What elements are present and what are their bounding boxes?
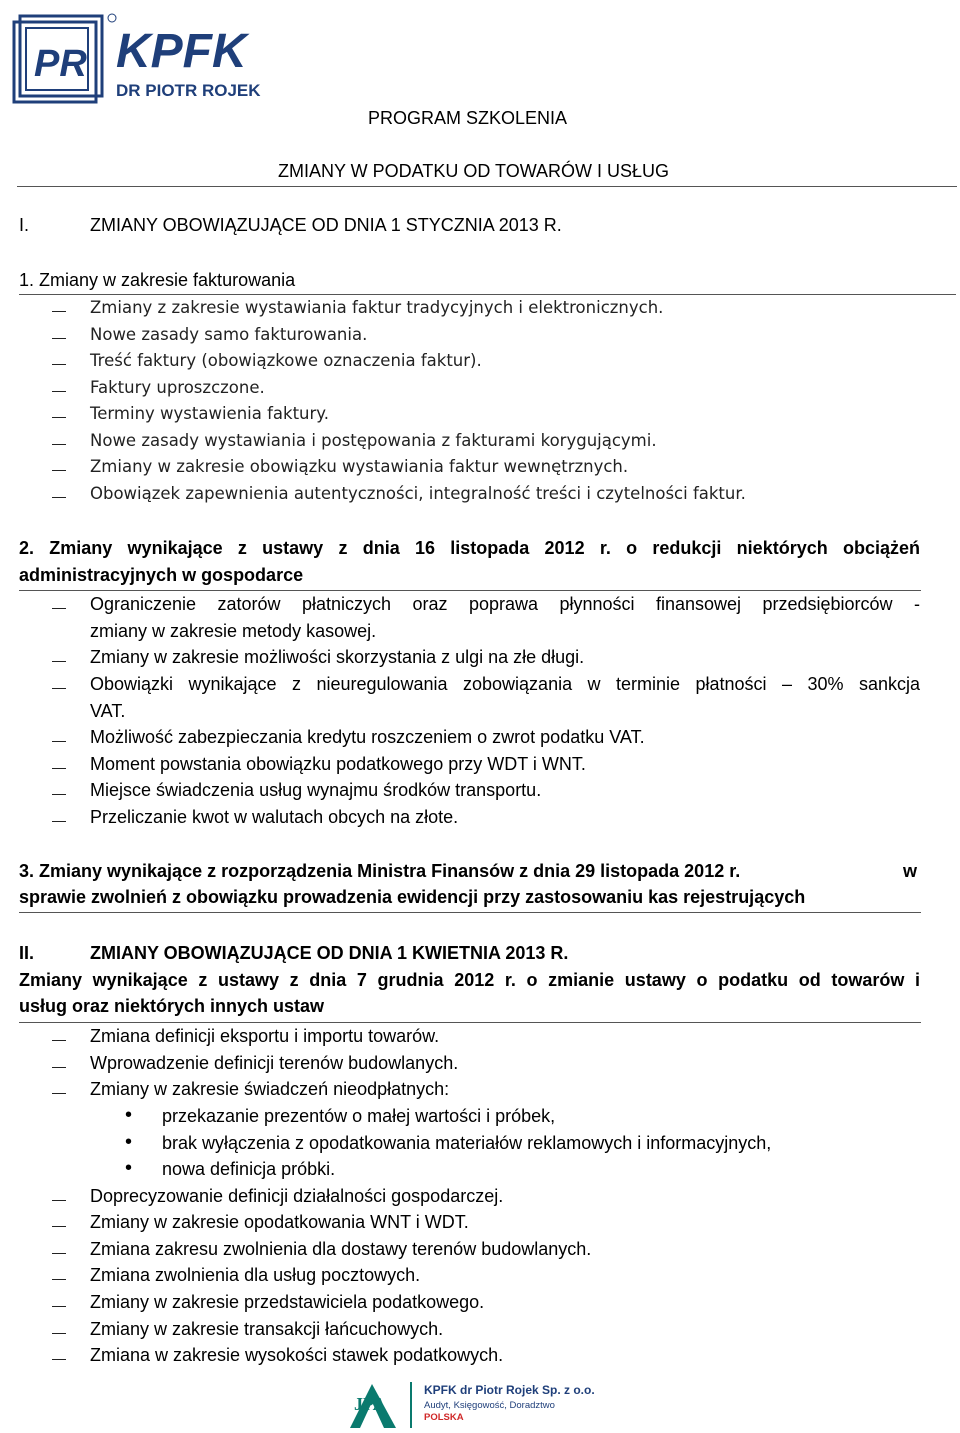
dash-marker [52, 391, 66, 392]
footer-country: POLSKA [424, 1412, 464, 1423]
list-item: Doprecyzowanie definicji działalności gospodarczej. [90, 1186, 504, 1206]
sub2-title-line2: administracyjnych w gospodarce [19, 565, 304, 585]
dash-marker [52, 497, 66, 498]
dash-marker [52, 1200, 66, 1201]
sub3-title-word: w [903, 861, 918, 881]
dash-marker [52, 364, 66, 365]
dash-marker [52, 688, 66, 689]
list-item: Zmiany w zakresie przedstawiciela podatkowego. [90, 1292, 485, 1312]
dash-marker [52, 1253, 66, 1254]
footer-tagline: Audyt, Księgowość, Doradztwo [424, 1400, 555, 1411]
footer-logo [348, 1380, 608, 1430]
dash-marker [52, 661, 66, 662]
list-item: Obowiązek zapewnienia autentyczności, integralność treści i czytelności faktur. [90, 484, 746, 503]
title-underline [17, 186, 957, 187]
list-item: Miejsce świadczenia usług wynajmu środków transportu. [90, 780, 542, 800]
list-item: Ograniczenie zatorów płatniczych oraz poprawa płynności finansowej przedsiębiorców - [90, 594, 920, 614]
list-item: Przeliczanie kwot w walutach obcych na złote. [90, 807, 459, 827]
dash-marker [52, 1306, 66, 1307]
list-item: Terminy wystawienia faktury. [90, 404, 329, 423]
list-item: Treść faktury (obowiązkowe oznaczenia faktur). [90, 351, 482, 370]
sub2-title-line1: 2. Zmiany wynikające z ustawy z dnia 16 listopada 2012 r. o redukcji niektórych obciążeń [19, 538, 920, 558]
list-item: Zmiany w zakresie opodatkowania WNT i WDT. [90, 1212, 469, 1232]
sub2-underline [19, 590, 921, 591]
bullet-icon: • [125, 1131, 133, 1153]
section2-sub-line1: Zmiany wynikające z ustawy z dnia 7 grudnia 2012 r. o zmianie ustawy o podatku od towarów i [19, 970, 920, 990]
sub1-underline [19, 294, 956, 295]
dash-marker [52, 768, 66, 769]
dash-marker [52, 1226, 66, 1227]
bullet-item: brak wyłączenia z opodatkowania materiałów reklamowych i informacyjnych, [162, 1133, 772, 1153]
list-item: Zmiany w zakresie obowiązku wystawiania faktur wewnętrznych. [90, 457, 629, 476]
dash-marker [52, 1333, 66, 1334]
dash-marker [52, 608, 66, 609]
dash-marker [52, 794, 66, 795]
list-item: Zmiany z zakresie wystawiania faktur tradycyjnych i elektronicznych. [90, 298, 664, 317]
list-item: Zmiany w zakresie transakcji łańcuchowych. [90, 1319, 444, 1339]
logo-subtext: DR PIOTR ROJEK [116, 81, 261, 100]
dash-marker [52, 444, 66, 445]
logo-mark: PR [34, 43, 87, 85]
kpfk-logo [12, 12, 282, 104]
dash-marker [52, 1040, 66, 1041]
list-item: Faktury uproszczone. [90, 378, 265, 397]
list-item: Zmiana zakresu zwolnienia dla dostawy terenów budowlanych. [90, 1239, 592, 1259]
section2-underline [19, 1022, 921, 1023]
bullet-icon: • [125, 1104, 133, 1126]
dash-marker [52, 470, 66, 471]
list-item: Zmiana zwolnienia dla usług pocztowych. [90, 1265, 421, 1285]
section1-title: ZMIANY OBOWIĄZUJĄCE OD DNIA 1 STYCZNIA 2013 R. [90, 215, 562, 235]
list-item: Nowe zasady samo fakturowania. [90, 325, 368, 344]
dash-marker [52, 821, 66, 822]
list-item: Zmiany w zakresie możliwości skorzystania z ulgi na złe długi. [90, 647, 585, 667]
list-item-cont: VAT. [90, 701, 126, 721]
dash-marker [52, 1067, 66, 1068]
list-item: Możliwość zabezpieczania kredytu roszczeniem o zwrot podatku VAT. [90, 727, 645, 747]
section2-sub-line2: usług oraz niektórych innych ustaw [19, 996, 325, 1016]
sub3-title-line2: sprawie zwolnień z obowiązku prowadzenia ewidencji przy zastosowaniu kas rejestrujących [19, 887, 806, 907]
logo-text: KPFK [116, 25, 247, 78]
bullet-icon: • [125, 1157, 133, 1179]
bullet-item: nowa definicja próbki. [162, 1159, 336, 1179]
list-item: Nowe zasady wystawiania i postępowania z fakturami korygującymi. [90, 431, 657, 450]
list-item: Zmiany w zakresie świadczeń nieodpłatnych: [90, 1079, 450, 1099]
dash-marker [52, 1279, 66, 1280]
bullet-item: przekazanie prezentów o małej wartości i próbek, [162, 1106, 556, 1126]
section1-num: I. [19, 215, 30, 235]
list-item: Moment powstania obowiązku podatkowego przy WDT i WNT. [90, 754, 586, 774]
dash-marker [52, 1093, 66, 1094]
program-title: PROGRAM SZKOLENIA [368, 108, 568, 128]
footer-mark: JPA [354, 1394, 386, 1414]
sub1-title: 1. Zmiany w zakresie fakturowania [19, 270, 296, 290]
list-item: Obowiązki wynikające z nieuregulowania zobowiązania w terminie płatności – 30% sankcja [90, 674, 920, 694]
list-item: Zmiana definicji eksportu i importu towarów. [90, 1026, 440, 1046]
dash-marker [52, 417, 66, 418]
dash-marker [52, 338, 66, 339]
list-item-cont: zmiany w zakresie metody kasowej. [90, 621, 377, 641]
dash-marker [52, 1359, 66, 1360]
section2-title: ZMIANY OBOWIĄZUJĄCE OD DNIA 1 KWIETNIA 2013 R. [90, 943, 569, 963]
list-item: Wprowadzenie definicji terenów budowlanych. [90, 1053, 459, 1073]
section2-num: II. [19, 943, 35, 963]
sub3-underline [19, 912, 921, 913]
dash-marker [52, 741, 66, 742]
course-title: ZMIANY W PODATKU OD TOWARÓW I USŁUG [278, 161, 670, 181]
sub3-title-line1: 3. Zmiany wynikające z rozporządzenia Ministra Finansów z dnia 29 listopada 2012 r. [19, 861, 741, 881]
dash-marker [52, 311, 66, 312]
list-item: Zmiana w zakresie wysokości stawek podatkowych. [90, 1345, 504, 1365]
footer-company: KPFK dr Piotr Rojek Sp. z o.o. [424, 1383, 595, 1397]
